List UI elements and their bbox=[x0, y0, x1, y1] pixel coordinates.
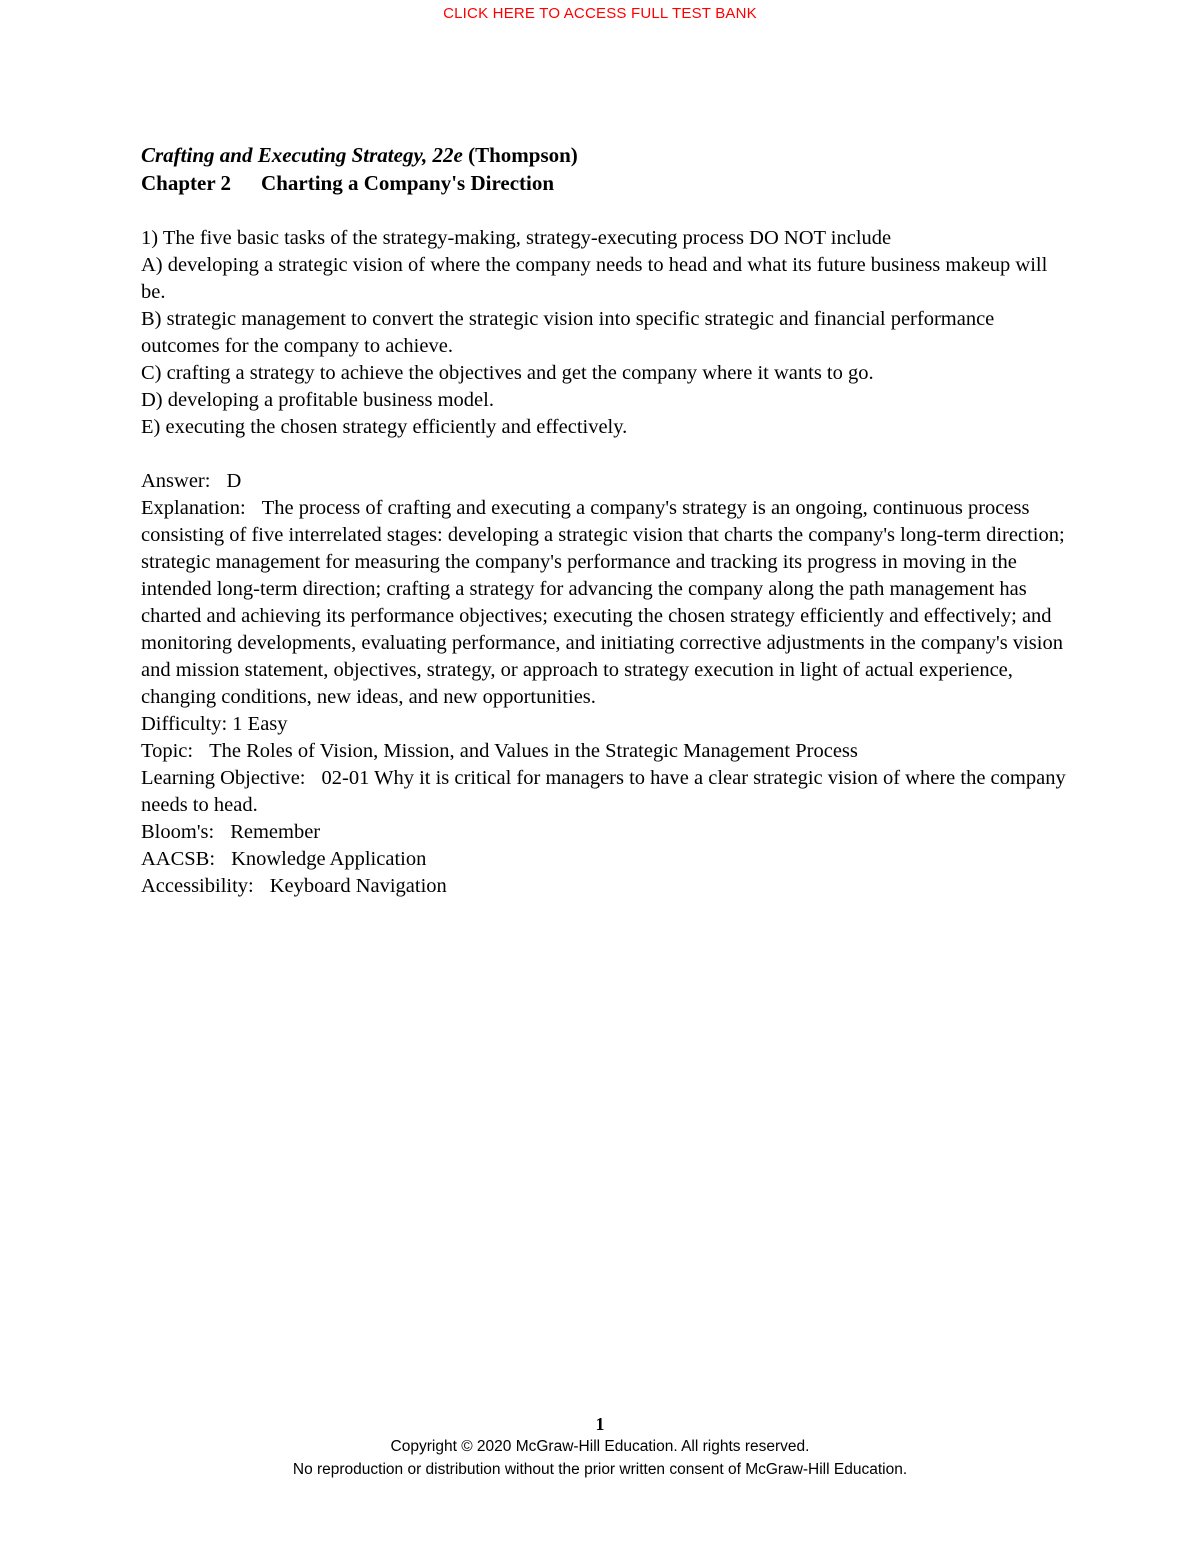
option-b: B) strategic management to convert the strategic vision into specific strategic and financial performance outcomes for the company to achieve. bbox=[141, 308, 995, 357]
accessibility-label: Accessibility: bbox=[141, 875, 254, 897]
answer-label: Answer: bbox=[141, 470, 211, 492]
aacsb-label: AACSB: bbox=[141, 848, 216, 870]
option-e: E) executing the chosen strategy efficiently and effectively. bbox=[141, 416, 628, 438]
explanation-text: The process of crafting and executing a company's strategy is an ongoing, continuous process consisting of five interrelated stages: developing a strategic vision that charts the company's long-term direction; strategic management for measuring the company's performance and tracking its progress in moving in the intended long-term direction; crafting a strategy for advancing the company along the path management has charted and achieving its performance objectives; executing the chosen strategy efficiently and effectively; and monitoring developments, evaluating performance, and initiating corrective adjustments in the company's vision and mission statement, objectives, strategy, or approach to strategy execution in light of actual experience, changing conditions, new ideas, and new opportunities. bbox=[141, 497, 1065, 708]
access-test-bank-link[interactable]: CLICK HERE TO ACCESS FULL TEST BANK bbox=[443, 5, 757, 22]
option-d: D) developing a profitable business model. bbox=[141, 389, 494, 411]
difficulty-value: 1 Easy bbox=[232, 713, 288, 735]
option-c: C) crafting a strategy to achieve the objectives and get the company where it wants to go. bbox=[141, 362, 874, 384]
blooms-label: Bloom's: bbox=[141, 821, 215, 843]
aacsb-value: Knowledge Application bbox=[231, 848, 427, 870]
explanation-line bbox=[141, 495, 1071, 711]
chapter-title bbox=[141, 169, 1071, 197]
explanation-label: Explanation: bbox=[141, 497, 246, 519]
topic-value: The Roles of Vision, Mission, and Values in the Strategic Management Process bbox=[209, 740, 858, 762]
blooms-value: Remember bbox=[230, 821, 321, 843]
question-stem: 1) The five basic tasks of the strategy-making, strategy-executing process DO NOT include bbox=[141, 227, 892, 249]
accessibility-value: Keyboard Navigation bbox=[269, 875, 447, 897]
book-title bbox=[141, 141, 1071, 169]
answer-line bbox=[141, 468, 1071, 495]
chapter-name: Charting a Company's Direction bbox=[261, 171, 555, 195]
blooms-line bbox=[141, 819, 1071, 846]
reproduction-notice: No reproduction or distribution without the prior written consent of McGraw-Hill Education. bbox=[292, 1461, 908, 1478]
question-block bbox=[141, 225, 1071, 441]
page-footer bbox=[0, 1413, 1200, 1481]
option-a: A) developing a strategic vision of where the company needs to head and what its future business makeup will be. bbox=[141, 254, 1048, 303]
accessibility-line bbox=[141, 873, 1071, 900]
learning-objective-line bbox=[141, 765, 1071, 819]
book-title-italic: Crafting and Executing Strategy, 22e bbox=[141, 143, 463, 167]
topic-line bbox=[141, 738, 1071, 765]
page-number: 1 bbox=[595, 1414, 605, 1434]
answer-value: D bbox=[226, 470, 242, 492]
chapter-label: Chapter 2 bbox=[141, 171, 232, 195]
difficulty-label: Difficulty: bbox=[141, 713, 228, 735]
book-author: (Thompson) bbox=[468, 143, 578, 167]
topic-label: Topic: bbox=[141, 740, 194, 762]
learning-objective-value: 02-01 Why it is critical for managers to have a clear strategic vision of where the company needs to head. bbox=[141, 767, 1066, 816]
answer-block bbox=[141, 468, 1071, 900]
aacsb-line bbox=[141, 846, 1071, 873]
copyright-notice: Copyright © 2020 McGraw-Hill Education. All rights reserved. bbox=[390, 1438, 810, 1455]
document-body bbox=[141, 141, 1071, 900]
learning-objective-label: Learning Objective: bbox=[141, 767, 306, 789]
difficulty-line bbox=[141, 711, 1071, 738]
